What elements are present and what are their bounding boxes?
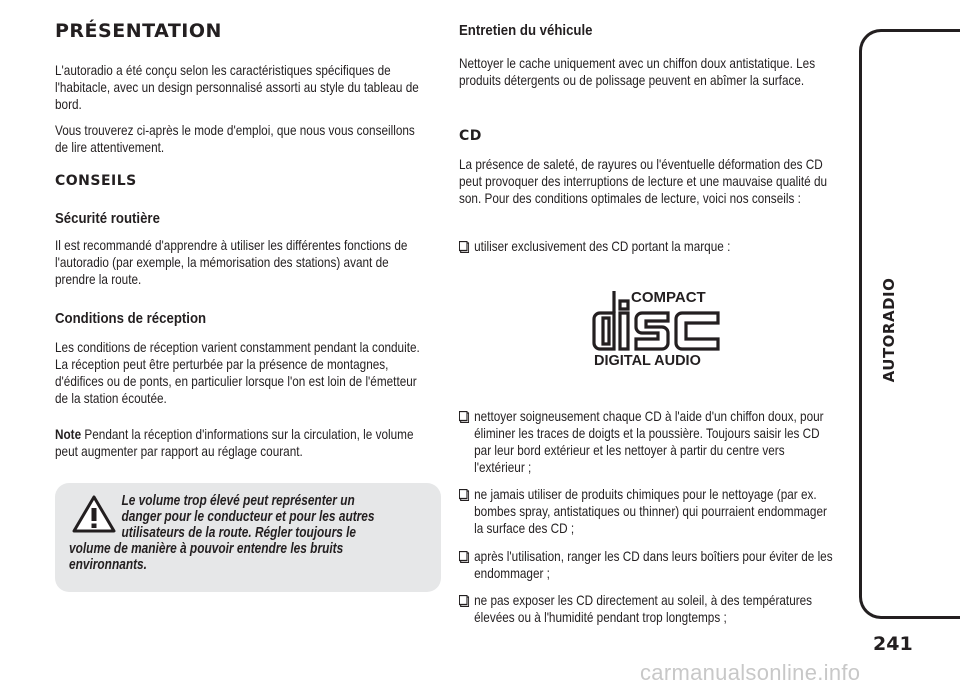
list-item-text: nettoyer soigneusement chaque CD à l'aide d'un chiffon doux, pour éliminer les traces de doigts et la poussière. Toujours saisir les CD par leur bord extérieur et les nettoyer à partir du centre vers l'extérieur ; (474, 408, 824, 475)
compact-disc-logo (592, 287, 726, 369)
checkbox-bullet-icon (459, 489, 469, 501)
list-item-text: ne pas exposer les CD directement au soleil, à des températures élevées ou à l'humidité pendant trop longtemps ; (474, 592, 813, 625)
intro-paragraph-2: Vous trouverez ci-après le mode d'emploi, que nous vous conseillons de lire attentivement. (55, 122, 415, 155)
intro-paragraph-1: L'autoradio a été conçu selon les caractéristiques spécifiques de l'habitacle, avec un design personnalisé assorti au style du tableau de bord. (55, 62, 419, 112)
section-title: PRÉSENTATION (55, 20, 222, 42)
watermark-text: carmanualsonline.info (640, 660, 861, 685)
note-text: Pendant la réception d'informations sur la circulation, le volume peut augmenter par rapport au réglage courant. (55, 426, 414, 459)
list-item (459, 486, 837, 537)
list-item (459, 548, 837, 582)
warning-line: volume de manière à pouvoir entendre les bruits (69, 541, 344, 557)
warning-line: danger pour le conducteur et pour les autres (121, 509, 375, 525)
road-safety-text: Il est recommandé d'apprendre à utiliser les différentes fonctions de l'autoradio (par exemple, la mémorisation des stations) avant de prendre la route. (55, 237, 408, 287)
list-item-text: utiliser exclusivement des CD portant la marque : (474, 238, 731, 254)
checkbox-bullet-icon (459, 551, 469, 563)
checkbox-bullet-icon (459, 411, 469, 423)
advice-heading: CONSEILS (55, 173, 137, 189)
warning-line: utilisateurs de la route. Régler toujours le (121, 525, 357, 541)
cd-text: La présence de saleté, de rayures ou l'éventuelle déformation des CD peut provoquer des interruptions de lecture et une mauvaise qualité du son. Pour des conditions optimales de lecture, voici nos conseils : (459, 156, 828, 206)
checkbox-bullet-icon (459, 241, 469, 253)
chapter-tab-label: AUTORADIO (880, 277, 898, 383)
warning-line: Le volume trop élevé peut représenter un (121, 493, 355, 509)
list-item-text: ne jamais utiliser de produits chimiques pour le nettoyage (par ex. bombes spray, antistatiques ou thinner) qui pourraient endommager la surface des CD ; (474, 486, 827, 536)
chapter-tab (859, 29, 960, 619)
logo-bottom-text: DIGITAL AUDIO (594, 353, 701, 369)
road-safety-heading: Sécurité routière (55, 210, 160, 227)
logo-top-text: COMPACT (631, 289, 706, 306)
vehicle-care-heading: Entretien du véhicule (459, 22, 593, 39)
list-item-text: après l'utilisation, ranger les CD dans leurs boîtiers pour éviter de les endommager ; (474, 548, 833, 581)
vehicle-care-text: Nettoyer le cache uniquement avec un chiffon doux antistatique. Les produits détergents ou de polissage peuvent en abîmer la surface. (459, 55, 816, 88)
warning-line: environnants. (69, 557, 147, 573)
warning-box (55, 483, 441, 592)
note-paragraph (55, 426, 429, 460)
note-label: Note (55, 426, 82, 442)
reception-heading: Conditions de réception (55, 310, 207, 327)
page-number: 241 (873, 633, 913, 655)
list-item (459, 592, 837, 626)
warning-text (69, 493, 430, 573)
list-item (459, 238, 837, 255)
reception-text: Les conditions de réception varient constamment pendant la conduite. La réception peut être perturbée par la présence de montagnes, d'édifices ou de ponts, en particulier lorsque l'on est loin de l'émetteur de la station écoutée. (55, 339, 420, 406)
list-item (459, 408, 837, 476)
checkbox-bullet-icon (459, 595, 469, 607)
cd-heading: CD (459, 128, 482, 144)
